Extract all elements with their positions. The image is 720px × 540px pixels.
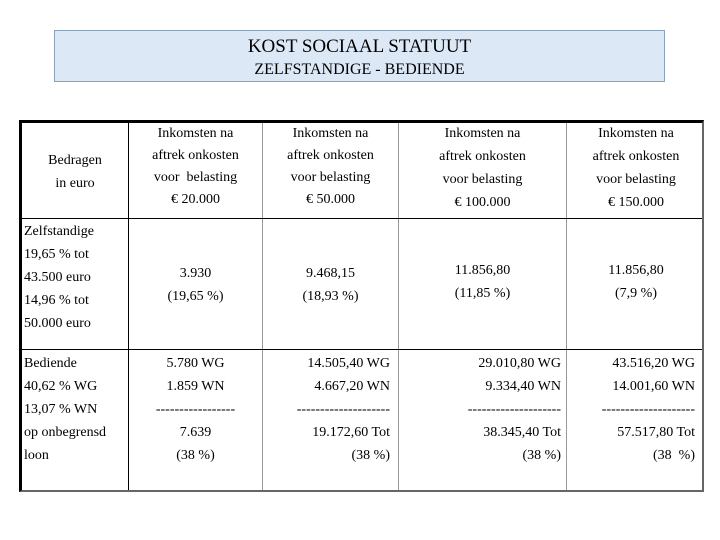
table-cell: 9.468,15 (18,93 %) — [302, 266, 359, 304]
table-cell: 14.505,40 WG 4.667,20 WN -------------------- 19.172,60 Tot (38 %) — [296, 356, 390, 463]
header-cell: Inkomsten na aftrek onkosten voor belasting € 50.000 — [287, 126, 374, 207]
table-cell: 29.010,80 WG 9.334,40 WN -------------------- 38.345,40 Tot (38 %) — [467, 356, 561, 463]
cost-table — [19, 120, 704, 492]
table-cell: 43.516,20 WG 14.001,60 WN -------------------- 57.517,80 Tot (38 %) — [601, 356, 695, 463]
table-cell: 3.930 (19,65 %) — [167, 266, 224, 304]
title-banner — [54, 30, 665, 82]
row-label-bediende: Bediende 40,62 % WG 13,07 % WN op onbegrensd loon — [24, 356, 107, 463]
row-label-zelfstandige: Zelfstandige 19,65 % tot 43.500 euro 14,96 % tot 50.000 euro — [24, 224, 94, 331]
header-cell: Inkomsten na aftrek onkosten voor belasting € 150.000 — [592, 126, 680, 210]
page-subtitle: ZELFSTANDIGE - BEDIENDE — [254, 61, 465, 78]
corner-cell: Bedragen in euro — [48, 153, 102, 191]
table-cell: 11.856,80 (7,9 %) — [608, 263, 664, 301]
table-cell: 5.780 WG 1.859 WN ----------------- 7.639 (38 %) — [155, 356, 236, 463]
row-divider — [22, 349, 702, 350]
page-title: KOST SOCIAAL STATUUT — [247, 36, 472, 57]
row-divider — [22, 218, 702, 219]
header-cell: Inkomsten na aftrek onkosten voor belasting € 100.000 — [439, 126, 526, 210]
header-cell: Inkomsten na aftrek onkosten voor belasting € 20.000 — [152, 126, 239, 207]
table-cell: 11.856,80 (11,85 %) — [454, 263, 511, 301]
